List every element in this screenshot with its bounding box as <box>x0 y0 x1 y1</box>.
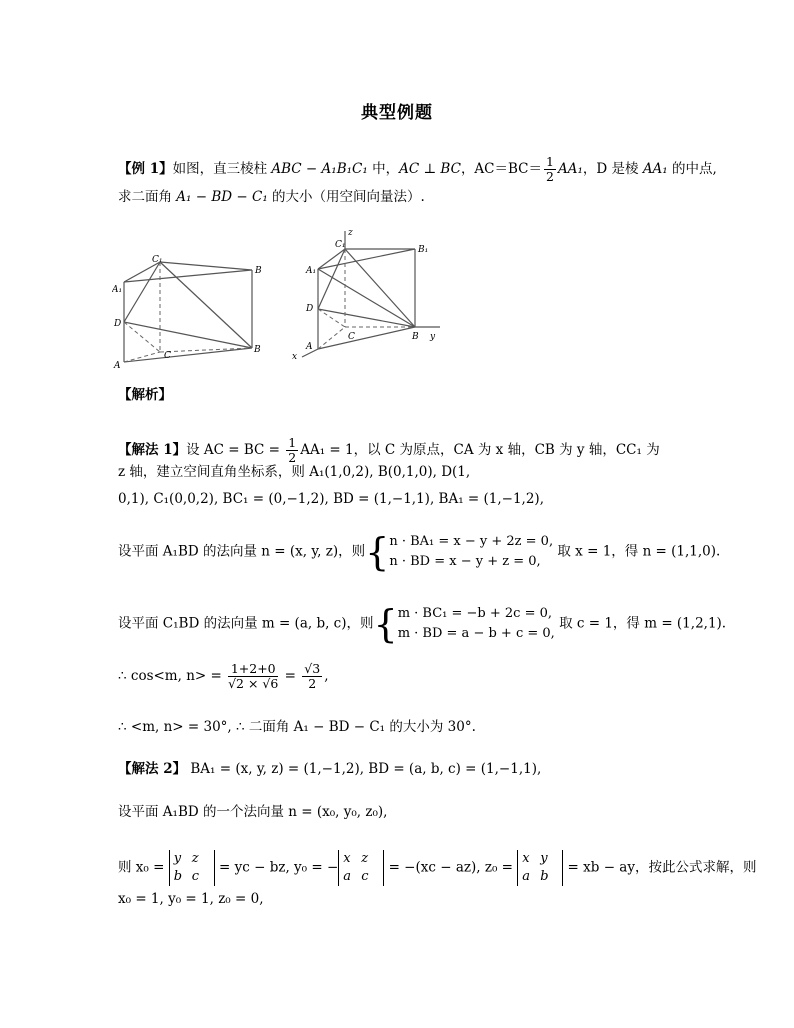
method2-line-4: x₀ = 1, y₀ = 1, z₀ = 0, <box>118 891 264 907</box>
label-c: C <box>164 351 171 361</box>
det-cell: x <box>343 851 351 866</box>
det-cell: z <box>361 851 369 866</box>
page-title: 典型例题 <box>361 103 433 123</box>
det-cell: a <box>522 869 531 884</box>
label-a1: A₁ <box>306 266 317 276</box>
det-cell: z <box>191 851 199 866</box>
method1-line-1 <box>118 436 660 465</box>
equation: n · BD = x − y + z = 0, <box>389 554 541 569</box>
det-cell: b <box>173 869 183 884</box>
text: BA₁ = (x, y, z) = (1,−1,2), BD = (a, b, c) = (1,−1,1), <box>190 761 542 777</box>
equation-system <box>389 532 553 572</box>
frac-den: √2 × √6 <box>228 676 279 691</box>
method1-line-3: 0,1), C₁(0,0,2), BC₁ = (0,−1,2), BD = (1,−1,1), BA₁ = (1,−1,2), <box>118 491 544 507</box>
text: 设平面 A₁BD 的法向量 n = (x, y, z)，则 <box>118 543 366 560</box>
label-b1: B₁ <box>418 245 429 255</box>
text: 取 c = 1，得 m = (1,2,1). <box>559 615 727 632</box>
determinant <box>338 850 384 886</box>
text: = <box>280 668 301 684</box>
text: ，AC＝BC＝ <box>460 161 543 177</box>
prism-figure-left <box>112 248 272 373</box>
method1-line-4 <box>118 532 720 572</box>
text: 求二面角 <box>118 189 177 205</box>
frac-num: 1 <box>546 154 554 169</box>
frac-den: 2 <box>288 450 297 465</box>
det-cell: y <box>540 851 548 866</box>
label-b: B <box>412 332 419 342</box>
det-cell: c <box>191 869 199 884</box>
determinant <box>169 850 215 886</box>
frac-den: 2 <box>546 169 554 184</box>
det-cell: b <box>540 869 549 884</box>
text: 则 x₀ = <box>118 859 169 876</box>
fraction <box>544 155 556 184</box>
text: 中， <box>367 161 400 177</box>
math: ABC − A₁B₁C₁ <box>271 161 368 177</box>
brace: { <box>365 530 390 574</box>
text: 如图，直三棱柱 <box>172 161 272 177</box>
label-c1: C₁ <box>335 240 346 250</box>
example-line-2 <box>118 188 425 206</box>
prism-figure-right <box>290 225 450 365</box>
equation: m · BD = a − b + c = 0, <box>397 626 555 641</box>
text: ∴ cos<m, n> = <box>118 668 227 684</box>
label-a1: A₁ <box>112 285 123 295</box>
example-line-1 <box>118 155 717 184</box>
text: , <box>324 668 329 684</box>
label-d: D <box>306 304 314 314</box>
label-c1: C₁ <box>152 255 163 265</box>
brace: { <box>373 602 398 646</box>
text: = −(xc − az), z₀ = <box>384 859 518 876</box>
text: 设 AC = BC = <box>186 442 285 458</box>
label-y: y <box>430 332 436 342</box>
method1-line-2: z 轴，建立空间直角坐标系，则 A₁(1,0,2), B(0,1,0), D(1, <box>118 464 471 480</box>
label-b: B <box>254 345 261 355</box>
math: AA₁ <box>557 161 583 177</box>
text: AA₁ = 1，以 C 为原点，CA 为 x 轴，CB 为 y 轴，CC₁ 为 <box>300 442 660 458</box>
label-z: z <box>348 228 353 238</box>
frac-num: 1 <box>288 435 297 450</box>
math: A₁ − BD − C₁ <box>176 189 268 205</box>
method1-line-6 <box>118 662 328 691</box>
det-cell: y <box>173 851 182 866</box>
equation-system <box>398 604 555 644</box>
method2-line-1 <box>118 760 541 778</box>
fraction <box>302 662 322 691</box>
fraction <box>228 662 278 691</box>
label-a: A <box>114 361 121 371</box>
method1-tag: 【解法 1】 <box>118 442 187 458</box>
frac-num: √3 <box>304 661 321 676</box>
text: 取 x = 1，得 n = (1,1,0). <box>557 543 721 560</box>
text: = yc − bz, y₀ = − <box>214 859 339 876</box>
text: 设平面 C₁BD 的法向量 m = (a, b, c)，则 <box>118 615 374 632</box>
text: ，D 是棱 <box>582 161 643 177</box>
method2-tag: 【解法 2】 <box>118 761 187 777</box>
math: AA₁ <box>642 161 668 177</box>
text: = xb − ay，按此公式求解，则 <box>563 859 757 876</box>
det-cell: c <box>361 869 369 884</box>
text: 的中点, <box>667 161 717 177</box>
det-cell: x <box>522 851 530 866</box>
method2-line-2: 设平面 A₁BD 的一个法向量 n = (x₀, y₀, z₀), <box>118 804 388 820</box>
label-d: D <box>114 319 122 329</box>
example-tag: 【例 1】 <box>118 161 173 177</box>
method1-line-7: ∴ <m, n> = 30°, ∴ 二面角 A₁ − BD − C₁ 的大小为 30°. <box>118 719 476 735</box>
fraction <box>286 436 298 465</box>
label-x: x <box>292 352 298 362</box>
method1-line-5 <box>118 604 726 644</box>
text: 的大小（用空间向量法）. <box>267 189 425 205</box>
analysis-tag: 【解析】 <box>118 387 172 403</box>
det-cell: a <box>343 869 352 884</box>
math: AC ⊥ BC <box>399 161 461 177</box>
frac-num: 1+2+0 <box>228 662 278 677</box>
method2-line-3 <box>118 850 756 886</box>
label-a: A <box>306 342 313 352</box>
label-b1: B <box>255 266 262 276</box>
equation: m · BC₁ = −b + 2c = 0, <box>397 606 553 621</box>
frac-den: 2 <box>308 676 317 691</box>
equation: n · BA₁ = x − y + 2z = 0, <box>389 534 554 549</box>
label-c: C <box>348 332 355 342</box>
determinant <box>517 850 563 886</box>
